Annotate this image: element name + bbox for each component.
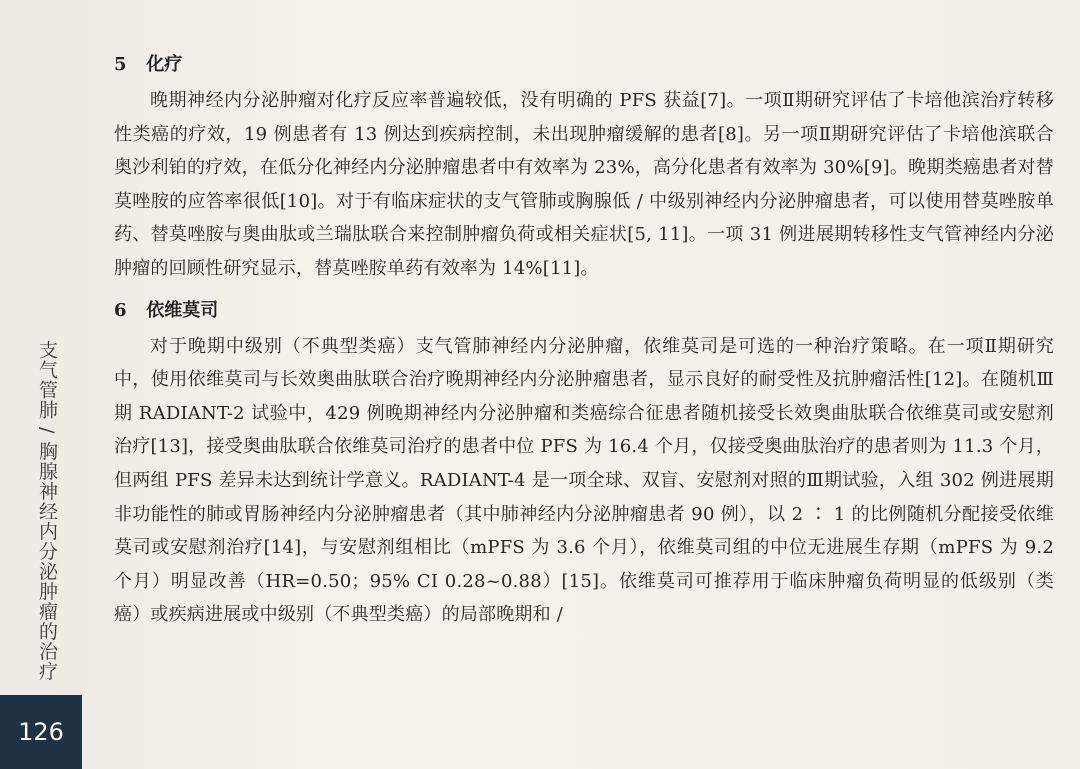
section-title: 依维莫司	[146, 299, 219, 321]
section-paragraph: 晚期神经内分泌肿瘤对化疗反应率普遍较低，没有明确的 PFS 获益[7]。一项Ⅱ期研究评估了卡培他滨治疗转移性类癌的疗效，19 例患者有 13 例达到疾病控制，未出现肿瘤缓解的患者[8]。另一项Ⅱ期研究评估了卡培他滨联合奥沙利铂的疗效，在低分化神经内分泌肿瘤患者中有效率为 23%，高分化患者有效率为 30%[9]。晚期类癌患者对替莫唑胺的应答率很低[10]。对于有临床症状的支气管肺或胸腺低 / 中级别神经内分泌肿瘤患者，可以使用替莫唑胺单药、替莫唑胺与奥曲肽或兰瑞肽联合来控制肿瘤负荷或相关症状[5, 11]。一项 31 例进展期转移性支气管神经内分泌肿瘤的回顾性研究显示，替莫唑胺单药有效率为 14%[11]。	[114, 90, 1054, 279]
section-number: 5	[114, 54, 127, 75]
section-chemotherapy	[114, 46, 1054, 286]
section-heading	[114, 292, 1054, 330]
section-title: 化疗	[146, 54, 183, 75]
page-content	[114, 46, 1054, 632]
section-paragraph: 对于晚期中级别（不典型类癌）支气管肺神经内分泌肿瘤，依维莫司是可选的一种治疗策略。在一项Ⅱ期研究中，使用依维莫司与长效奥曲肽联合治疗晚期神经内分泌肿瘤患者，显示良好的耐受性及抗肿瘤活性[12]。在随机Ⅲ期 RADIANT-2 试验中，429 例晚期神经内分泌肿瘤和类癌综合征患者随机接受长效奥曲肽联合依维莫司或安慰剂治疗[13]，接受奥曲肽联合依维莫司治疗的患者中位 PFS 为 16.4 个月，仅接受奥曲肽治疗的患者则为 11.3 个月，但两组 PFS 差异未达到统计学意义。RADIANT-4 是一项全球、双盲、安慰剂对照的Ⅲ期试验，入组 302 例进展期非功能性的肺或胃肠神经内分泌肿瘤患者（其中肺神经内分泌肿瘤患者 90 例），以 2 ∶ 1 的比例随机分配接受依维莫司或安慰剂治疗[14]，与安慰剂组相比（mPFS 为 3.6 个月），依维莫司组的中位无进展生存期（mPFS 为 9.2 个月）明显改善（HR=0.50；95% CI 0.28~0.88）[15]。依维莫司可推荐用于临床肿瘤负荷明显的低级别（类癌）或疾病进展或中级别（不典型类癌）的局部晚期和 /	[114, 335, 1054, 626]
section-number: 6	[114, 299, 127, 321]
page-number-badge: 126	[0, 695, 82, 769]
section-everolimus	[114, 292, 1054, 632]
chapter-side-title: 支气管肺 / 胸腺神经内分泌肿瘤的治疗	[36, 340, 58, 682]
section-heading	[114, 46, 1054, 84]
